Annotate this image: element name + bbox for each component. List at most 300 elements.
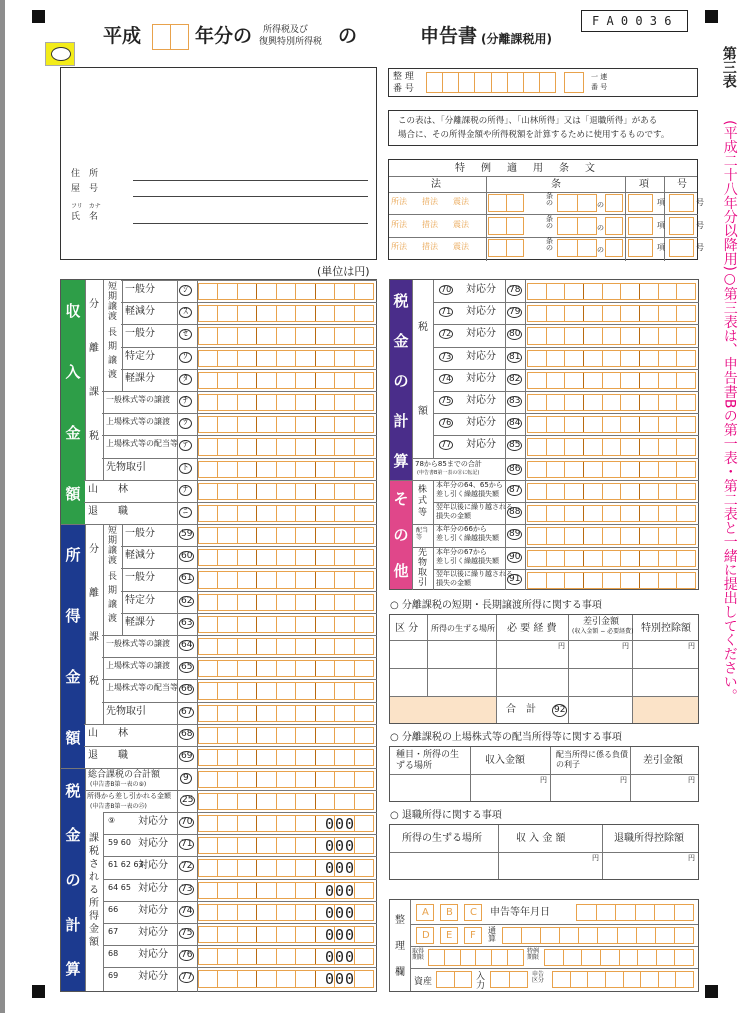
row-mark: 78 xyxy=(509,285,521,295)
src-mark: 70 xyxy=(441,285,452,294)
seiri-b-input[interactable]: B xyxy=(440,904,458,921)
row-label: 退 職 xyxy=(88,750,128,761)
amount-input[interactable] xyxy=(527,283,696,300)
row-label: 対応分 xyxy=(466,284,496,295)
row-label: 対応分 xyxy=(466,417,496,429)
row-label: 対応分 xyxy=(466,372,496,384)
amount-input[interactable] xyxy=(198,571,374,588)
ichiren-label-2: 番 号 xyxy=(591,83,608,91)
zeigaku-char: 税 xyxy=(418,322,428,333)
amount-input[interactable] xyxy=(198,438,374,455)
row-mark: 59 xyxy=(181,529,193,539)
row-mark: 76 xyxy=(181,950,193,961)
seiri-label: 整 理 xyxy=(393,72,414,82)
header-jo: 条 xyxy=(551,179,561,190)
header-ho: 法 xyxy=(431,179,441,190)
yago-label: 屋 号 xyxy=(71,184,99,194)
yen-mark: 円 xyxy=(558,642,565,650)
registration-mark xyxy=(32,10,45,23)
row-mark: 84 xyxy=(509,418,521,429)
sakimono-char: 取 xyxy=(418,568,428,578)
row-mark: 74 xyxy=(181,905,193,916)
article-sub-input[interactable] xyxy=(557,194,597,212)
row-label: 軽課分 xyxy=(125,616,155,628)
amount-input[interactable] xyxy=(198,327,374,344)
row-mark: 75 xyxy=(181,928,193,938)
nyuuryoku-label: 入力 xyxy=(476,972,486,991)
category-char: 所 xyxy=(65,546,81,564)
row-mark: ﾂ xyxy=(179,418,192,429)
sonota-line2: 損失の金額 xyxy=(436,578,471,587)
src-mark: 76 xyxy=(441,418,452,428)
haitou-h-shunyu: 収入金額 xyxy=(485,755,525,766)
kou-input[interactable] xyxy=(628,194,653,212)
amount-input[interactable] xyxy=(198,616,374,633)
amount-input[interactable] xyxy=(198,394,374,411)
kabu-label: 式 xyxy=(418,496,428,506)
article-input[interactable] xyxy=(488,217,524,235)
row-label: 一般分 xyxy=(125,284,155,295)
sonota-line1: 翌年以後に繰り越される xyxy=(436,503,513,512)
seiri-extra-input[interactable] xyxy=(564,72,584,93)
sakimono-char: 引 xyxy=(418,578,428,588)
amount-input[interactable] xyxy=(198,705,374,722)
category-char: 金 xyxy=(65,668,81,686)
fixed-zeros: 000 xyxy=(325,815,356,833)
sonota-category xyxy=(390,480,412,589)
yen-mark: 円 xyxy=(620,776,627,784)
sougou-label: 総合課税の合計額 xyxy=(88,770,161,780)
row-mark: 9 xyxy=(180,773,192,784)
yen-mark: 円 xyxy=(688,854,695,862)
yen-mark: 円 xyxy=(540,776,547,784)
fixed-zeros: 000 xyxy=(325,837,356,856)
amount-input[interactable] xyxy=(198,527,374,544)
era-label: 平成 xyxy=(103,25,142,47)
seiri-number-input[interactable] xyxy=(426,72,556,93)
tax-type-label-1: 所得税及び xyxy=(263,25,309,35)
row-label: 上場株式等の配当等 xyxy=(106,439,178,449)
row-mark: 69 xyxy=(181,751,193,761)
joto-total-label: 合 計 xyxy=(506,704,536,715)
category-char: 他 xyxy=(393,562,409,581)
row-mark: ﾁ xyxy=(179,396,192,407)
amount-input[interactable] xyxy=(198,461,374,478)
src-mark: 66 xyxy=(108,904,119,914)
category-char: 税 xyxy=(393,291,409,310)
haitou-h-sashihiki: 差引金額 xyxy=(643,755,683,766)
kou-input[interactable] xyxy=(628,217,653,235)
row-mark: 90 xyxy=(509,551,521,562)
row-mark: 61 xyxy=(181,573,193,584)
row-mark: ｽ xyxy=(179,307,192,318)
category-char: 金 xyxy=(393,331,409,350)
row-mark: 25 xyxy=(182,795,194,805)
amount-input[interactable] xyxy=(527,550,696,567)
row-mark: 87 xyxy=(509,485,521,495)
law-option-label: 所法 xyxy=(391,219,407,229)
submission-note: (平成二十八年分以降用)○第三表は、申告書Bの第一表・第二表と一緒に提出してください。 xyxy=(721,120,738,703)
amount-input[interactable] xyxy=(527,350,696,367)
seiri-f-input[interactable]: F xyxy=(464,927,482,944)
law-option-label: 所法 xyxy=(391,242,407,251)
law-option-label: 震法 xyxy=(453,242,469,251)
src-mark: 73 xyxy=(441,351,452,361)
sonota-line1: 本年分の64、65から xyxy=(436,481,503,489)
tokubetsu-label: 特例期限 xyxy=(527,948,540,961)
go-input[interactable] xyxy=(669,239,694,257)
row-mark: 77 xyxy=(181,972,193,983)
src-mark: 71 xyxy=(441,307,452,317)
amount-input[interactable] xyxy=(198,305,374,322)
row-label: 対応分 xyxy=(138,949,168,961)
row-mark: 62 xyxy=(181,595,193,606)
row-mark: 79 xyxy=(509,307,521,318)
src-mark: 68 xyxy=(108,949,119,959)
row-mark: ﾀ xyxy=(179,374,192,385)
sonota-line1: 本年分の66から xyxy=(436,525,487,534)
amount-input[interactable] xyxy=(527,394,696,411)
row-label: 先物取引 xyxy=(106,705,146,717)
row-label: 山 林 xyxy=(88,727,128,739)
amount-input[interactable] xyxy=(198,771,374,788)
sonota-line2: 差し引く繰越損失額 xyxy=(436,534,499,543)
row-label: 対応分 xyxy=(138,882,168,894)
amount-input[interactable] xyxy=(198,416,374,433)
row-mark: 67 xyxy=(181,706,193,717)
seiri-number-box xyxy=(388,68,698,97)
article-sub-input[interactable] xyxy=(557,217,597,235)
row-mark: 60 xyxy=(181,551,193,562)
shinkoku-date-input[interactable] xyxy=(576,904,694,921)
tanki-label: 短期譲渡 xyxy=(108,282,118,322)
amount-input[interactable] xyxy=(527,527,696,544)
sakimono-char: 先 xyxy=(418,548,428,558)
row-mark: 64 xyxy=(181,640,193,650)
row-mark: ﾆ xyxy=(179,507,192,518)
src-mark: ⑨ xyxy=(108,816,116,825)
joto-h-sashihiki: 差引金額 xyxy=(583,617,620,627)
total-label: 78から85までの合計 xyxy=(415,460,482,468)
article-sub2-input[interactable] xyxy=(605,239,623,257)
category-char: 得 xyxy=(65,607,81,625)
row-label: 一般分 xyxy=(125,328,155,340)
bunri-char: 課 xyxy=(89,387,99,398)
category-char: 入 xyxy=(65,363,81,381)
amount-input[interactable] xyxy=(198,660,374,677)
fixed-zeros: 000 xyxy=(325,859,356,878)
fixed-zeros: 000 xyxy=(325,926,356,944)
tax-form-page xyxy=(5,0,750,1013)
sonota-line1: 本年分の67から xyxy=(436,547,487,556)
category-char: 税 xyxy=(65,781,81,800)
row-label: 対応分 xyxy=(138,816,168,827)
chouki-label: 長期譲渡 xyxy=(108,572,118,624)
joto-h-tokubetsu: 特別控除額 xyxy=(641,623,691,634)
haitou-h-shumoku: 種目・所得の生ずる場所 xyxy=(396,750,460,771)
name-line[interactable] xyxy=(133,223,368,224)
category-char: 額 xyxy=(65,729,81,747)
kou-label: 項 xyxy=(657,198,665,207)
src-mark: 64 65 xyxy=(108,882,131,892)
address-line[interactable] xyxy=(133,180,368,181)
amount-input[interactable] xyxy=(527,438,696,455)
law-option-label: 所法 xyxy=(391,197,407,206)
row-mark: ﾅ xyxy=(179,485,192,496)
row-mark: 82 xyxy=(509,373,521,384)
yago-line[interactable] xyxy=(133,196,368,197)
sonota-line2: 差し引く繰越損失額 xyxy=(436,490,499,498)
category-char: 金 xyxy=(65,826,81,845)
row-mark: 71 xyxy=(181,839,193,850)
form-title: 申告書 xyxy=(420,25,478,47)
kazei-label: 課税される所得金額 xyxy=(89,833,99,948)
bunri-char: 税 xyxy=(89,431,99,442)
fixed-zeros: 000 xyxy=(325,970,356,989)
row-label: 一般分 xyxy=(125,528,155,539)
tsuusan-label: 通算 xyxy=(488,926,496,943)
category-char: 算 xyxy=(65,960,81,979)
article-no-label: 条の xyxy=(546,237,553,252)
row-label: 対応分 xyxy=(138,971,168,983)
kabu-label: 株 xyxy=(418,485,428,495)
category-char: の xyxy=(393,371,409,390)
row-label: 上場株式等の譲渡 xyxy=(106,417,170,427)
src-mark: 61 62 63 xyxy=(108,860,144,870)
kou-input[interactable] xyxy=(628,239,653,257)
src-mark: 59 60 xyxy=(108,838,131,848)
seiri-c-input[interactable]: C xyxy=(464,904,482,921)
header-kou: 項 xyxy=(639,179,649,190)
chouki-label: 長期譲渡 xyxy=(108,328,118,380)
form-code: F A 0 0 3 6 xyxy=(592,14,672,28)
sakimono-char: 物 xyxy=(418,558,428,568)
article-no-label: 条の xyxy=(546,192,553,207)
notice-box xyxy=(388,110,698,146)
unit-label: (単位は円) xyxy=(317,265,370,278)
no-label: の xyxy=(597,201,604,209)
go-input[interactable] xyxy=(669,217,694,235)
category-char: 額 xyxy=(65,485,81,503)
row-mark: 68 xyxy=(181,728,193,739)
shinkoku-date-label: 申告等年月日 xyxy=(490,907,550,918)
comment-icon[interactable] xyxy=(45,42,75,66)
kabu-label: 等 xyxy=(418,508,428,518)
amount-input[interactable] xyxy=(198,793,374,810)
amount-input[interactable] xyxy=(527,305,696,322)
form-subtitle: (分離課税用) xyxy=(481,32,552,46)
category-char: の xyxy=(393,525,409,544)
kubun-input[interactable] xyxy=(552,971,694,988)
row-label: 対応分 xyxy=(466,328,496,340)
row-label: 対応分 xyxy=(466,439,496,451)
no-label: の xyxy=(597,223,604,232)
amount-input[interactable] xyxy=(198,505,374,522)
tokubetsu-input[interactable] xyxy=(544,949,694,966)
src-mark: 74 xyxy=(441,373,452,383)
row-label: 対応分 xyxy=(466,350,496,362)
amount-input[interactable] xyxy=(198,350,374,367)
taishoku-section-title: ○ 退職所得に関する事項 xyxy=(390,810,502,821)
yen-mark: 円 xyxy=(688,776,695,784)
amount-input[interactable] xyxy=(527,572,696,589)
furigana-label: フリ カナ xyxy=(71,203,101,210)
joto-h-keihi: 必 要 経 費 xyxy=(507,623,557,634)
joto-h-kubun: 区 分 xyxy=(395,623,419,634)
article-no-label: 条の xyxy=(546,214,553,230)
amount-input[interactable] xyxy=(527,483,696,500)
taishoku-table xyxy=(389,824,699,880)
registration-mark xyxy=(705,10,718,23)
row-mark: 63 xyxy=(181,617,193,628)
row-label: 対応分 xyxy=(466,395,496,406)
seiri-d-input[interactable]: D xyxy=(416,927,434,944)
category-char: 計 xyxy=(393,411,409,430)
yen-mark: 円 xyxy=(622,642,629,650)
shutoku-input[interactable] xyxy=(428,949,524,966)
registration-mark xyxy=(705,985,718,998)
zeigaku-char: 額 xyxy=(418,406,428,417)
row-mark: 83 xyxy=(509,396,521,406)
go-input[interactable] xyxy=(669,194,694,212)
amount-input[interactable] xyxy=(198,283,374,300)
src-mark: 69 xyxy=(108,971,119,981)
sonota-line2: 損失の金額 xyxy=(436,512,471,521)
row-label: 退 職 xyxy=(88,506,128,517)
sonota-line1: 翌年以後に繰り越される xyxy=(436,569,513,578)
bunri-char: 分 xyxy=(89,544,99,555)
amount-input[interactable] xyxy=(198,638,374,655)
joto-table xyxy=(389,614,699,724)
kou-label: 項 xyxy=(657,243,665,252)
total-sub: (申告書B第一表の㉛に転記) xyxy=(417,470,480,476)
article-sub2-input[interactable] xyxy=(605,194,623,212)
src-mark: 67 xyxy=(108,927,119,936)
row-label: 対応分 xyxy=(138,904,168,916)
seiri-ran-label: 整 xyxy=(395,915,405,926)
shotoku-category xyxy=(61,524,85,768)
sonota-line2: 差し引く繰越損失額 xyxy=(436,556,499,565)
year-suffix: 年分の xyxy=(195,25,253,47)
category-char: 算 xyxy=(393,451,409,470)
row-mark: 80 xyxy=(509,329,521,340)
name-label: 氏 名 xyxy=(71,212,99,222)
law-option-label: 震法 xyxy=(453,219,469,229)
amount-input[interactable] xyxy=(198,682,374,699)
row-mark: 73 xyxy=(181,883,193,894)
taishoku-h-koujo: 退職所得控除額 xyxy=(614,833,684,844)
row-label: 軽課分 xyxy=(125,372,155,384)
row-mark: 85 xyxy=(509,440,521,451)
seiri-e-input[interactable]: E xyxy=(440,927,458,944)
row-mark: 91 xyxy=(509,573,521,584)
amount-input[interactable] xyxy=(198,727,374,744)
seiri-a-input[interactable]: A xyxy=(416,904,434,921)
amount-input[interactable] xyxy=(527,327,696,344)
amount-input[interactable] xyxy=(198,483,374,500)
row-label: 特定分 xyxy=(125,350,155,362)
tsuusan-input[interactable] xyxy=(502,927,694,944)
shisan-input[interactable] xyxy=(436,971,472,988)
registration-mark xyxy=(32,985,45,998)
third-table-label: 第三表 xyxy=(720,46,737,88)
tax-type-label-2: 復興特別所得税 xyxy=(259,37,323,47)
row-mark: 81 xyxy=(509,351,521,362)
law-option-label: 措法 xyxy=(422,242,438,251)
src-mark: 77 xyxy=(441,440,452,450)
row-label: 対応分 xyxy=(138,838,168,850)
row-mark: ｿ xyxy=(179,352,192,363)
bunri-char: 税 xyxy=(89,676,99,687)
shisan-label: 資産 xyxy=(414,977,433,987)
fixed-zeros: 000 xyxy=(325,948,356,967)
no-label: の xyxy=(597,246,604,254)
row-label: 先物取引 xyxy=(106,461,146,473)
amount-input[interactable] xyxy=(198,372,374,389)
nyuuryoku-input[interactable] xyxy=(490,971,528,988)
row-label: 軽減分 xyxy=(125,306,155,318)
article-input[interactable] xyxy=(488,239,524,257)
row-label: 上場株式等の配当等 xyxy=(106,683,178,693)
fixed-zeros: 000 xyxy=(325,881,356,900)
joto-h-basho: 所得の生ずる場所 xyxy=(431,624,495,633)
law-option-label: 震法 xyxy=(453,197,469,206)
bunri-char: 離 xyxy=(89,588,99,599)
row-mark: 88 xyxy=(509,507,521,518)
kou-label: 項 xyxy=(657,220,665,230)
article-input[interactable] xyxy=(488,194,524,212)
income-category xyxy=(61,280,85,524)
amount-input[interactable] xyxy=(527,416,696,433)
amount-input[interactable] xyxy=(198,549,374,566)
tax-calc-category-right xyxy=(390,280,412,480)
address-label: 住 所 xyxy=(71,169,99,179)
haitou-table xyxy=(389,746,699,802)
article-sub2-input[interactable] xyxy=(605,217,623,235)
row-mark: ｼ xyxy=(179,285,192,296)
row-label: 一般株式等の譲渡 xyxy=(106,395,170,404)
shutoku-label: 取得期限 xyxy=(412,948,425,961)
seiri-ran xyxy=(389,899,699,992)
yen-mark: 円 xyxy=(688,642,695,650)
amount-input[interactable] xyxy=(527,461,696,478)
seiri-ran-label: 理 xyxy=(395,941,405,952)
header-go: 号 xyxy=(677,179,687,190)
category-char: 金 xyxy=(65,424,81,442)
row-mark: 86 xyxy=(509,464,521,474)
src-mark: 72 xyxy=(441,329,452,339)
category-char: 収 xyxy=(65,302,81,320)
category-char: 計 xyxy=(65,915,81,934)
row-mark: ﾃ xyxy=(179,440,192,451)
amount-input[interactable] xyxy=(527,505,696,522)
row-mark: ｾ xyxy=(179,329,192,340)
amount-input[interactable] xyxy=(198,594,374,611)
haitou-label: 配当等 xyxy=(416,527,429,541)
src-mark: 75 xyxy=(441,396,452,405)
no-label: の xyxy=(338,25,358,47)
taishoku-h-shunyu: 収 入 金 額 xyxy=(516,833,566,844)
article-sub-input[interactable] xyxy=(557,239,597,257)
row-mark: 89 xyxy=(509,529,521,540)
koujo-label: 所得から差し引かれる金額 xyxy=(87,792,171,800)
tanki-label: 短期譲渡 xyxy=(108,526,118,566)
row-label: 上場株式等の譲渡 xyxy=(106,661,170,671)
amount-input[interactable] xyxy=(198,749,374,766)
row-label: 対応分 xyxy=(466,306,496,318)
seiri-label-2: 番 号 xyxy=(393,84,414,94)
amount-input[interactable] xyxy=(527,372,696,389)
